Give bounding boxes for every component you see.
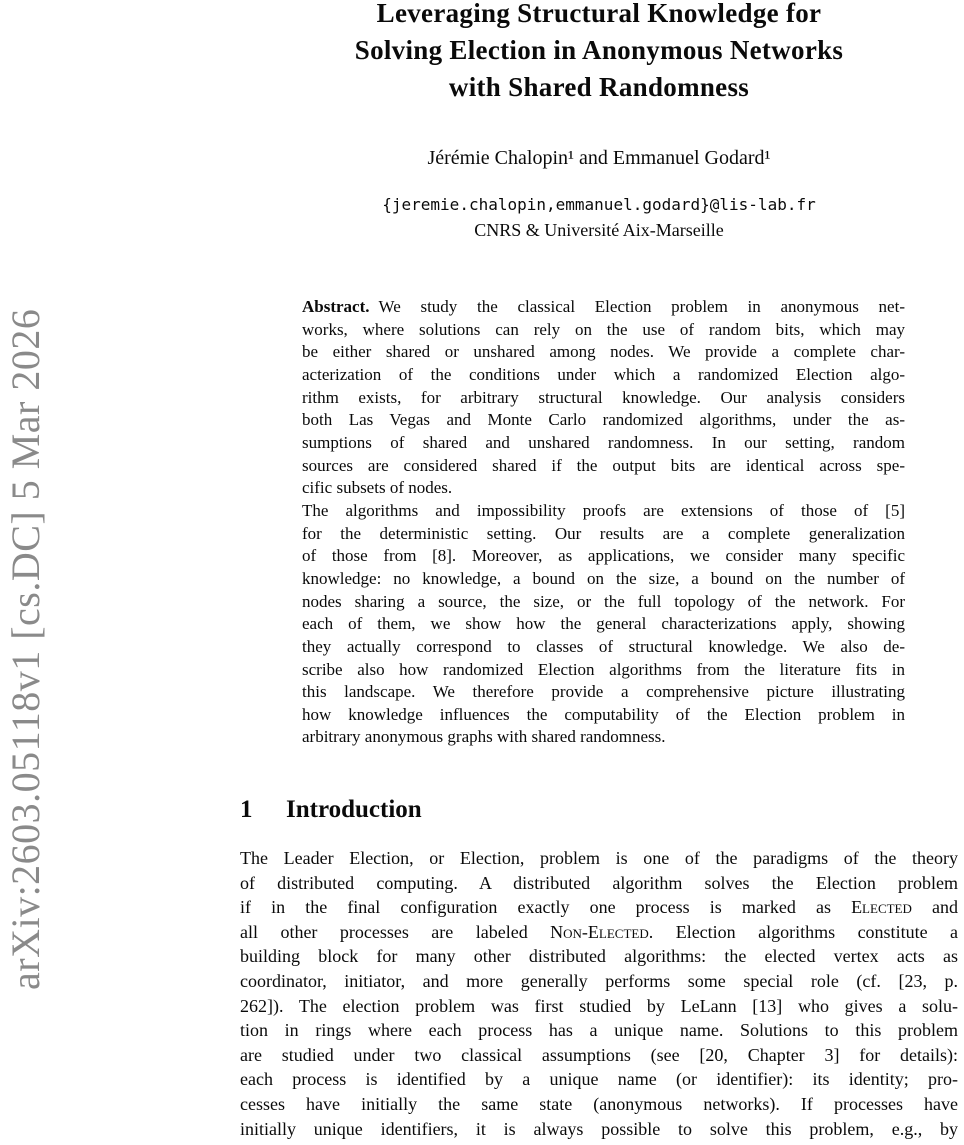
body-line: building block for many other distributed algorithms: the elected vertex acts as <box>240 946 958 967</box>
arxiv-watermark: arXiv:2603.05118v1 [cs.DC] 5 Mar 2026 <box>3 308 48 990</box>
body-line: of distributed computing. A distributed algorithm solves the Election problem <box>240 872 958 893</box>
paper-title <box>240 0 958 106</box>
abstract-line: of those from [8]. Moreover, as applications, we consider many specific <box>302 546 905 566</box>
abstract-line: cific subsets of nodes. <box>302 478 453 498</box>
abstract-line: each of them, we show how the general characterizations apply, showing <box>302 614 905 634</box>
introduction-text <box>240 846 958 1141</box>
abstract-line: sources are considered shared if the output bits are identical across spe- <box>302 455 905 475</box>
body-line: each process is identified by a unique name (or identifier): its identity; pro- <box>240 1069 958 1090</box>
body-line: coordinator, initiator, and more generally performs some special role (cf. [23, p. <box>240 970 958 991</box>
abstract-line: how knowledge influences the computability of the Election problem in <box>302 704 905 724</box>
abstract-line: sumptions of shared and unshared randomness. In our setting, random <box>302 432 905 452</box>
abstract-line: nodes sharing a source, the size, or the full topology of the network. For <box>302 591 905 611</box>
body-line: tion in rings where each process has a unique name. Solutions to this problem <box>240 1020 958 1041</box>
abstract-line: The algorithms and impossibility proofs are extensions of those of [5] <box>302 500 905 520</box>
abstract-line: rithm exists, for arbitrary structural knowledge. Our analysis considers <box>302 387 905 407</box>
section-title: Introduction <box>286 796 422 823</box>
abstract-line: they actually correspond to classes of structural knowledge. We also de- <box>302 636 905 656</box>
body-line: initially unique identifiers, it is always possible to solve this problem, e.g., by <box>240 1118 958 1139</box>
abstract <box>302 296 905 749</box>
abstract-line: for the deterministic setting. Our results are a complete generalization <box>302 523 905 543</box>
authors-email: {jeremie.chalopin,emmanuel.godard}@lis-lab.fr <box>382 195 816 214</box>
abstract-line: be either shared or unshared among nodes. We provide a complete char- <box>302 342 905 362</box>
title-line-2: Solving Election in Anonymous Networks <box>354 35 844 65</box>
title-line-3: with Shared Randomness <box>448 72 750 102</box>
section-heading <box>240 795 422 825</box>
abstract-line: arbitrary anonymous graphs with shared randomness. <box>302 727 666 747</box>
abstract-line: both Las Vegas and Monte Carlo randomized algorithms, under the as- <box>302 410 905 430</box>
abstract-line: scribe also how randomized Election algorithms from the literature fits in <box>302 659 905 679</box>
section-number: 1 <box>240 796 253 823</box>
body-line: cesses have initially the same state (anonymous networks). If processes have <box>240 1093 958 1114</box>
body-line: if in the final configuration exactly one process is marked as Elected and <box>240 897 958 918</box>
body-line: are studied under two classical assumptions (see [20, Chapter 3] for details): <box>240 1044 958 1065</box>
authors-affiliation: CNRS & Université Aix-Marseille <box>474 220 724 240</box>
abstract-line: this landscape. We therefore provide a comprehensive picture illustrating <box>302 682 905 702</box>
abstract-line: knowledge: no knowledge, a bound on the size, a bound on the number of <box>302 568 905 588</box>
body-line: The Leader Election, or Election, problem is one of the paradigms of the theory <box>240 848 958 868</box>
abstract-line: acterization of the conditions under which a randomized Election algo- <box>302 364 905 384</box>
body-line: all other processes are labeled Non-Elected. Election algorithms constitute a <box>240 921 958 942</box>
body-line: 262]). The election problem was first studied by LeLann [13] who gives a solu- <box>240 995 958 1016</box>
abstract-line: Abstract. We study the classical Election problem in anonymous net- <box>302 297 905 316</box>
authors-line: Jérémie Chalopin¹ and Emmanuel Godard¹ <box>427 147 771 169</box>
abstract-line: works, where solutions can rely on the use of random bits, which may <box>302 319 905 339</box>
title-line-1: Leveraging Structural Knowledge for <box>376 0 822 28</box>
abstract-label: Abstract. <box>302 297 370 316</box>
